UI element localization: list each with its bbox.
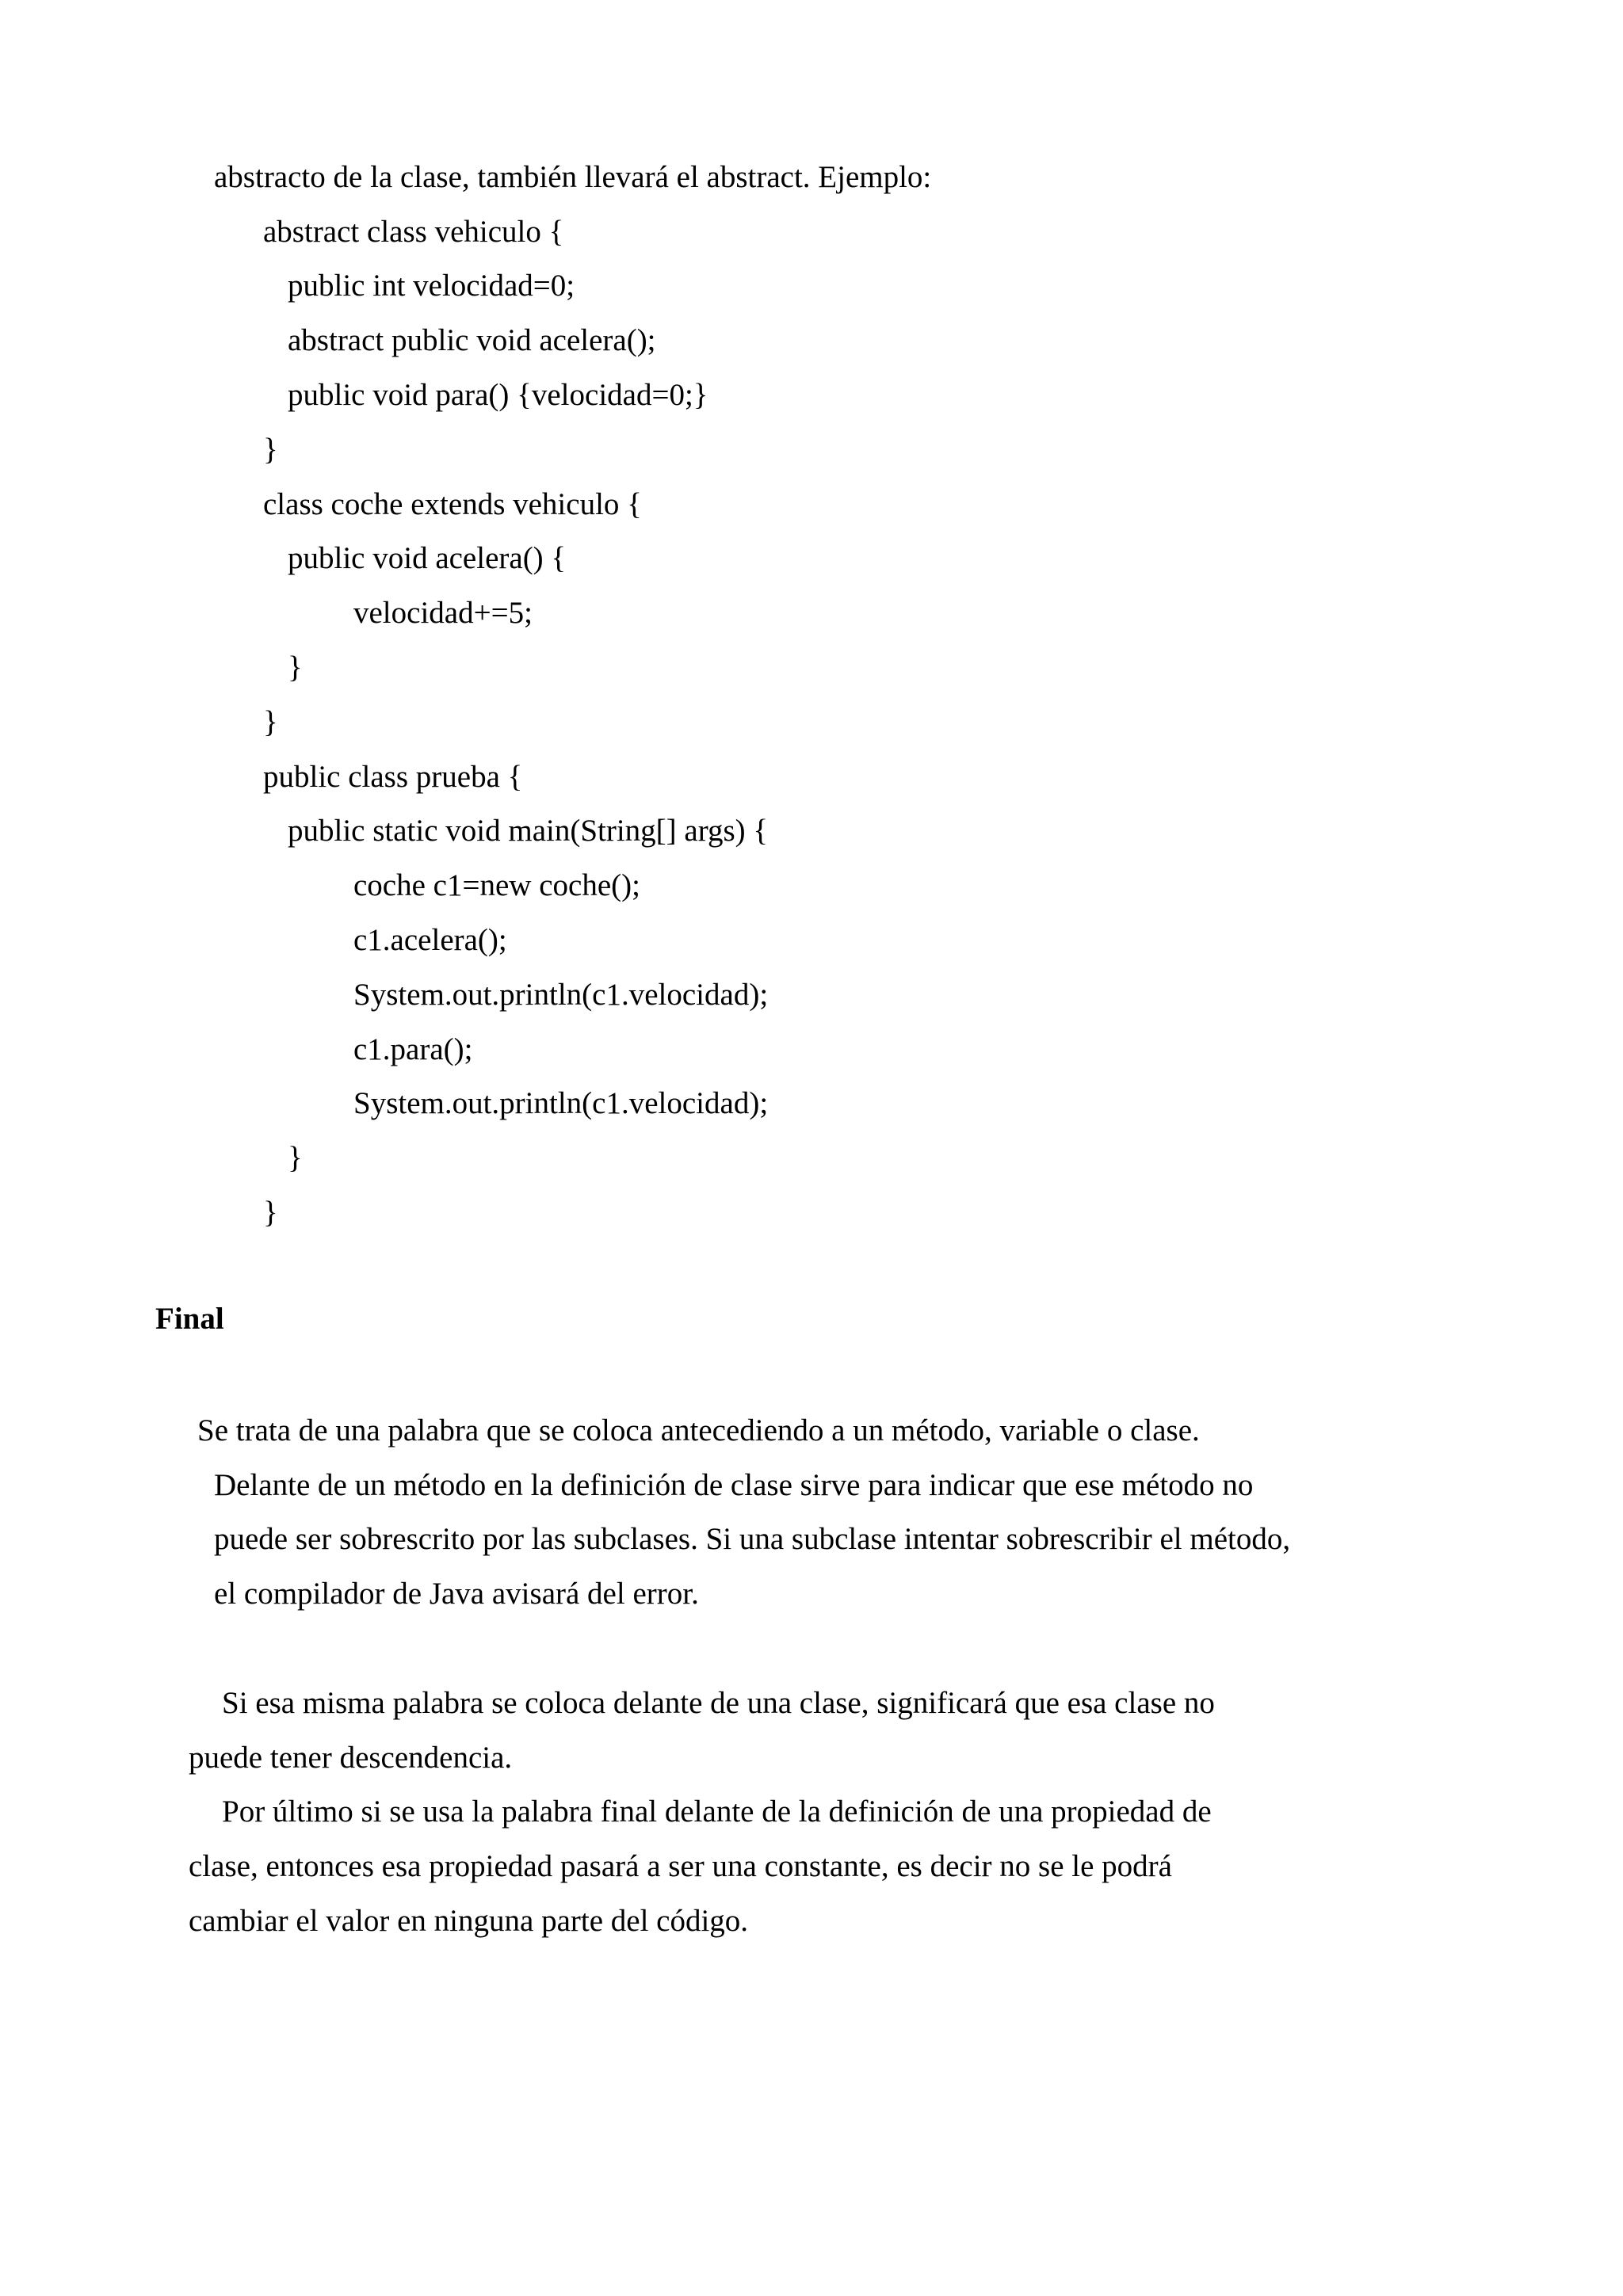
code-line: public class prueba { [263, 760, 523, 794]
code-line: velocidad+=5; [353, 596, 533, 630]
code-line: } [263, 705, 278, 739]
code-line: abstract public void acelera(); [288, 323, 656, 357]
code-line: public void para() {velocidad=0;} [288, 378, 708, 412]
paragraph-line: Si esa misma palabra se coloca delante de una clase, significará que esa clase no [222, 1686, 1215, 1720]
paragraph-line: Se trata de una palabra que se coloca antecediendo a un método, variable o clase. [197, 1413, 1200, 1447]
code-line: public static void main(String[] args) { [288, 814, 769, 848]
code-line: } [263, 433, 278, 467]
paragraph-line: clase, entonces esa propiedad pasará a ser una constante, es decir no se le podrá [189, 1849, 1172, 1883]
section-heading: Final [155, 1302, 224, 1336]
paragraph-line: Delante de un método en la definición de clase sirve para indicar que ese método no [214, 1468, 1254, 1502]
code-line: public int velocidad=0; [288, 269, 575, 303]
code-line: abstract class vehiculo { [263, 215, 564, 249]
code-line: class coche extends vehiculo { [263, 487, 642, 521]
intro-text: abstracto de la clase, también llevará el abstract. Ejemplo: [214, 160, 932, 194]
code-line: } [263, 1196, 278, 1230]
code-line: } [288, 650, 303, 685]
paragraph-line: el compilador de Java avisará del error. [214, 1577, 699, 1611]
code-line: coche c1=new coche(); [353, 868, 640, 902]
paragraph-line: cambiar el valor en ninguna parte del código. [189, 1904, 749, 1938]
paragraph-line: Por último si se usa la palabra final delante de la definición de una propiedad de [222, 1794, 1212, 1829]
paragraph-line: puede tener descendencia. [189, 1741, 513, 1775]
code-line: } [288, 1141, 303, 1175]
code-line: System.out.println(c1.velocidad); [353, 1086, 769, 1120]
code-line: public void acelera() { [288, 541, 567, 575]
paragraph-line: puede ser sobrescrito por las subclases. Si una subclase intentar sobrescribir el método, [214, 1522, 1291, 1556]
code-line: c1.para(); [353, 1032, 473, 1066]
code-line: c1.acelera(); [353, 923, 507, 957]
code-line: System.out.println(c1.velocidad); [353, 978, 769, 1012]
